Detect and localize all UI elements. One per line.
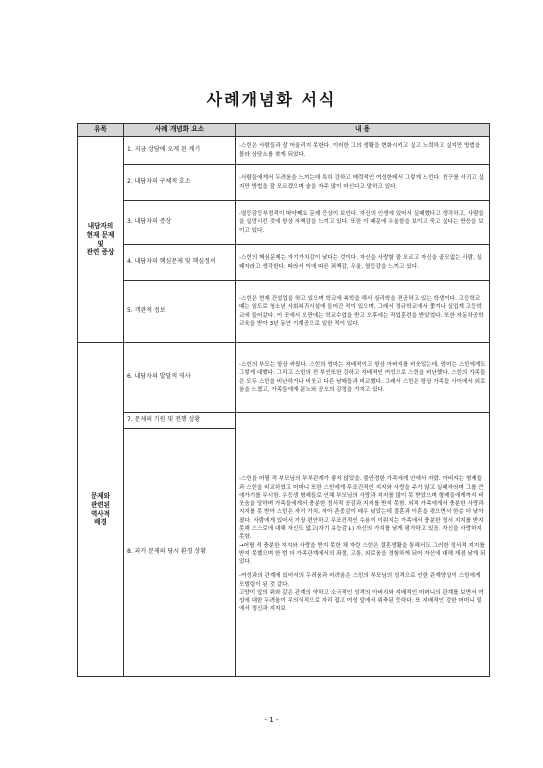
content-cell — [236, 165, 490, 201]
content-cell — [236, 413, 490, 677]
category-line: 관련 증상 — [86, 248, 115, 257]
element-cell: 4. 내담자의 핵심문제 및 핵심정서 — [124, 245, 236, 281]
table-row — [78, 245, 490, 281]
category-line: 관련된 — [90, 500, 111, 509]
content-text: -열등감등부정적이 따약쩨요 문제 증상이 보인다. 자신의 인생에 있어서 실패했다고 생각하고, 사람들을 실망시킨 것에 항상 자책감을 느끼고 있다. 또한 이 때문에 우울함을 보이고 죽고 싶다는 반응을 보이고 있다. — [239, 211, 484, 234]
element-cell: 7. 문제의 기원 및 전행 상황 — [124, 413, 236, 429]
category-historical-background — [78, 343, 124, 677]
category-current-problem — [78, 137, 124, 343]
header-category: 유목 — [78, 124, 124, 137]
content-cell — [236, 201, 490, 245]
table-header-row — [78, 124, 490, 137]
content-cell — [236, 137, 490, 165]
category-line: 역사적 — [90, 509, 111, 518]
content-text: -사람들에게서 두려움을 느끼는데 특히 강하고 매력적인 여성한테서 그렇게 느낀다. 친구를 사귀고 싶지만 방법을 잘 모르겠으며 술을 자주 많이 마신다고 말하고 있다. — [239, 175, 484, 190]
case-conceptualization-table — [77, 123, 490, 677]
table-row — [78, 343, 490, 413]
content-text: -스힌을 어릴 적 부모님의 부부관계가 좋지 않았을. 불안정한 가족에게 안에서 자랐. 아버지는 형제들과 스힌을 비교하였고 어머니 또한 스힌에게 무조건적인 지지와 사랑을 주기 않고 실패자라며 그를 큰에가기를 무시함. 우등생 형제들로 인해 부모님의 사랑과 지지를 많이 못 받았으며 형제들에게까지 비웃음을 당하며 가족들에게서 충분한 정서적 공감과 지지를 받지 못함. 외적 가족에게서 충분한 사랑과 지지를 못 받아 스힌은 자기 가치, 자아 존중감이 매우 낮았는데 결혼과 이혼을 겪으면서 한층 더 낮아졌다. 사람에게 있어서 가장 편안하고 무조건적인 수용이 이뤄지는 가족에서 충분한 정서 지지를 받지 못해 스스로에 대해 자신도 없고(자기 유능감↓) 자신의 가치를 낮게 평가하고 있음. 자신을 사랑하지 못함. — [239, 476, 484, 541]
table-row — [78, 281, 490, 343]
category-line: 현재 문제 — [86, 230, 115, 239]
element-cell: 2. 내담자의 구체적 호소 — [124, 165, 236, 201]
content-text: -스힌은 사람들과 잘 어울리지 못한다. 이러한 그의 생활을 변화시키고 싶고 노력하고 싶지만 방법을 몰라 상담소를 찾게 되었다. — [239, 143, 481, 158]
content-text: -스힌은 현재 건설업을 하고 있으며 학교에 복학을 해서 심리학을 전공하고 있는 학생이다. 고등학교 때는 일도로 청소년 사회복귀시설에 들어간 적이 있으며, 그래서 정규학교에서 쫓겨나 실업계 고등학교에 들어갔다. 이 곳에서 오만에는 학교수업을 받고 오후에는 직업훈련을 받았었다. 또한 자동차공학교육을 받아 3년 동안 기계공으로 일한 적이 있다. — [239, 295, 484, 327]
header-content: 내 용 — [236, 124, 490, 137]
element-cell: 8. 과거 문제의 당시 환경 상황 — [124, 429, 236, 677]
category-line: 문제와 — [90, 491, 111, 500]
table-row — [78, 413, 490, 429]
document-title: 사례개념화 서식 — [206, 90, 337, 109]
content-text: 고양이 앞의 쥐와 같은 관계의 약하고 소극적인 성격의 아버지와 지배적인 어머니의 관계를 보면서 여성에 대한 두려움이 무의식적으로 자리 잡고 여성 앞에서 위축된 듯하다. 또 지배적인 강한 어머니 밑에서 정신과 지지보 — [239, 589, 484, 613]
element-cell: 6. 내담자의 발달적 역사 — [124, 343, 236, 413]
content-text: →어릴 적 충분한 지지와 사랑을 받지 못한 채 자란 스힌은 결혼생활을 통해서도 그러한 정서적 지지를 받지 못했으며 한 번 더 가족관계에서의 좌절, 고통, 외로움을 경험하게 되어 자신에 대해 재점 낮게 되었다. — [239, 542, 486, 566]
content-text: -여성과의 관계에 있어서의 두려움과 어려움은 스힌의 부모님의 성격으로 인한 관계양상이 스힌에게 모델링이 된 것 같다. — [239, 573, 481, 588]
content-cell — [236, 245, 490, 281]
header-element: 사례 개념화 요소 — [124, 124, 236, 137]
table-row — [78, 137, 490, 165]
table-row — [78, 201, 490, 245]
category-line: 내담자의 — [87, 221, 114, 230]
content-cell — [236, 343, 490, 413]
page-number: - 1 - — [264, 716, 279, 724]
content-text: -스힌의 부모는 항상 싸웠다. 스힌의 엄마는 지배적이고 항상 아버지를 비웃었는데, 엄마는 스힌에게도 그렇게 대했다. 그리고 스힌의 전 부인또한 강하고 지배적인 여성으로 스힌을 비난했다. 스힌의 가족들은 모두 스힌을 비난하거나 비웃고 다른 남매들과 비교했다. 그래서 스힌은 항상 가족들 사이에서 외로움을 느꼈고, 가족들에게 분노와 공오의 감정을 가지고 있다. — [239, 361, 486, 393]
content-cell — [236, 281, 490, 343]
category-line: 및 — [97, 239, 104, 248]
element-cell: 3. 내담자의 증상 — [124, 201, 236, 245]
element-cell: 1. 지금 상담에 오게 된 계기 — [124, 137, 236, 165]
element-cell: 5. 객관적 정보 — [124, 281, 236, 343]
table-row — [78, 165, 490, 201]
content-text: -스힌의 핵심문제는 자기가치감이 낮다는 것이다. 자신을 사랑할 줄 모르고 자신을 골모없는 사람, 실패자라고 생각한다. 따라서 이에 따른 죄책감, 우울, 열등감을 느끼고 있다. — [239, 255, 483, 270]
category-line: 배경 — [94, 518, 107, 527]
